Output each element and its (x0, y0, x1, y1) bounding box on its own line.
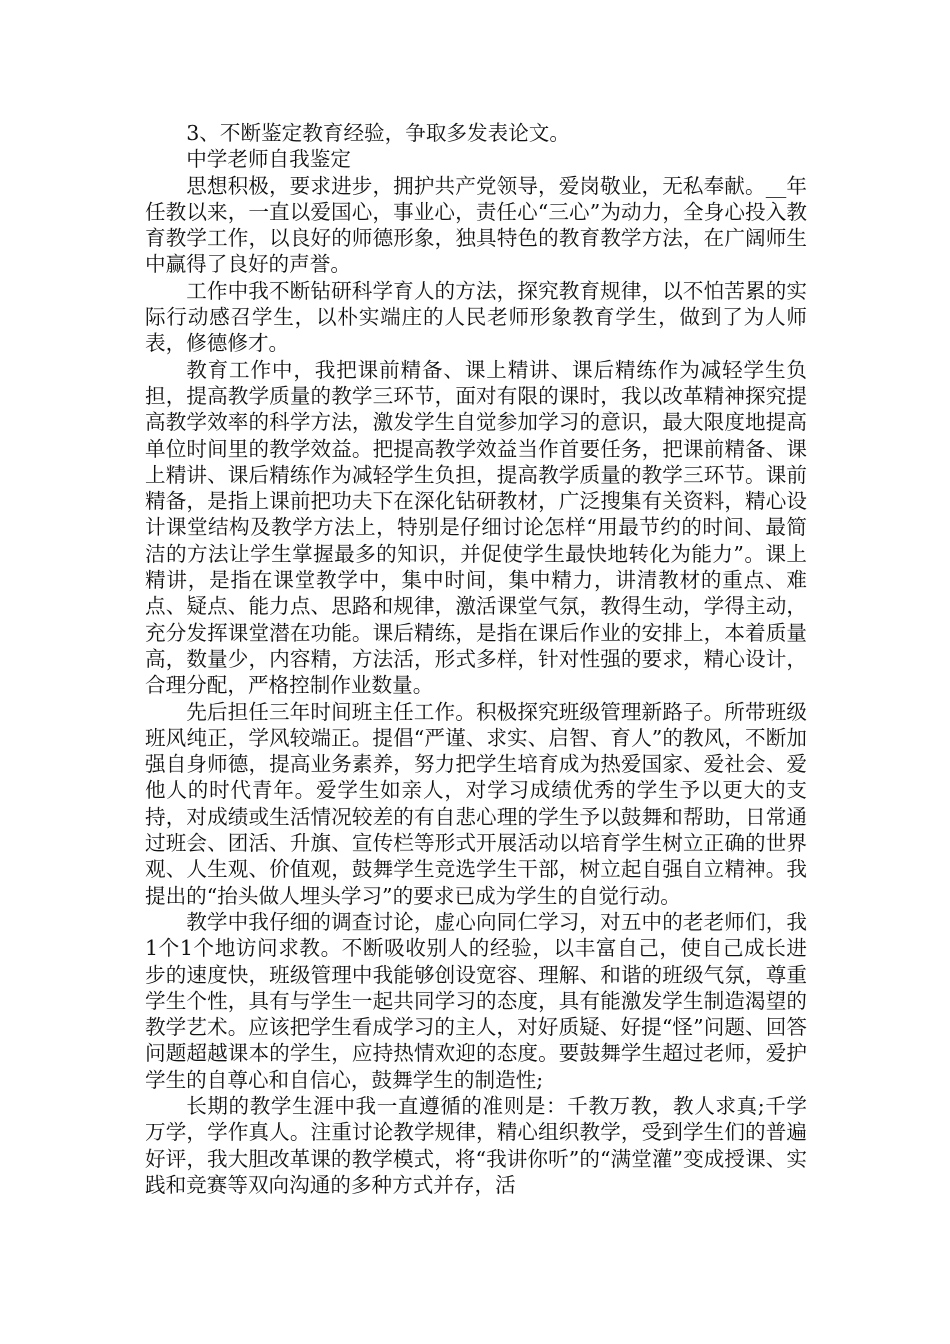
paragraph-learning: 教学中我仔细的调查讨论，虚心向同仁学习，对五中的老老师们，我1个1个地访问求教。不断吸收别人的经验，以丰富自己，使自己成长进步的速度快，班级管理中我能够创设宽容、理解、和谐的班级气氛，尊重学生个性，具有与学生一起共同学习的态度，具有能激发学生制造渴望的教学艺术。应该把学生看成学习的主人，对好质疑、好提“怪”问题、回答问题超越课本的学生，应持热情欢迎的态度。要鼓舞学生超过老师，爱护学生的自尊心和自信心，鼓舞学生的制造性; (145, 909, 807, 1092)
paragraph-principles: 长期的教学生涯中我一直遵循的准则是：千教万教，教人求真;千学万学，学作真人。注重讨论教学规律，精心组织教学，受到学生们的普遍好评，我大胆改革课的教学模式，将“我讲你听”的“满堂灌”变成授课、实践和竞赛等双向沟通的多种方式并存，活 (145, 1093, 807, 1197)
paragraph-teaching: 教育工作中，我把课前精备、课上精讲、课后精练作为减轻学生负担，提高教学质量的教学三环节，面对有限的课时，我以改革精神探究提高教学效率的科学方法，激发学生自觉参加学习的意识，最大限度地提高单位时间里的教学效益。把提高教学效益当作首要任务，把课前精备、课上精讲、课后精练作为减轻学生负担，提高教学质量的教学三环节。课前精备，是指上课前把功夫下在深化钻研教材，广泛搜集有关资料，精心设计课堂结构及教学方法上，特别是仔细讨论怎样“用最节约的时间、最简洁的方法让学生掌握最多的知识，并促使学生最快地转化为能力”。课上精讲，是指在课堂教学中，集中时间，集中精力，讲清教材的重点、难点、疑点、能力点、思路和规律，激活课堂气氛，教得生动，学得主动，充分发挥课堂潜在功能。课后精练，是指在课后作业的安排上，本着质量高，数量少，内容精，方法活，形式多样，针对性强的要求，精心设计，合理分配，严格控制作业数量。 (145, 357, 807, 698)
paragraph-item-3: 3、不断鉴定教育经验，争取多发表论文。 (186, 121, 570, 145)
paragraph-work-methods: 工作中我不断钻研科学育人的方法，探究教育规律，以不怕苦累的实际行动感召学生，以朴实端庄的人民老师形象教育学生，做到了为人师表，修德修才。 (145, 278, 807, 356)
document-page (145, 120, 807, 1198)
paragraph-class-management: 先后担任三年时间班主任工作。积极探究班级管理新路子。所带班级班风纯正，学风较端正。提倡“严谨、求实、启智、育人”的教风，不断加强自身师德，提高业务素养，努力把学生培育成为热爱国家、爱社会、爱他人的时代青年。爱学生如亲人，对学习成绩优秀的学生予以更大的支持，对成绩或生活情况较差的有自悲心理的学生予以鼓舞和帮助，日常通过班会、团活、升旗、宣传栏等形式开展活动以培育学生树立正确的世界观、人生观、价值观，鼓舞学生竞选学生干部，树立起自强自立精神。我提出的“抬头做人埋头学习”的要求已成为学生的自觉行动。 (145, 699, 807, 908)
section-title: 中学老师自我鉴定 (186, 147, 351, 172)
paragraph-ideology: 思想积极，要求进步，拥护共产党领导，爱岗敬业，无私奉献。__年任教以来，一直以爱国心，事业心，责任心“三心”为动力，全身心投入教育教学工作，以良好的师德形象，独具特色的教育教学方法，在广阔师生中赢得了良好的声誉。 (145, 173, 807, 277)
